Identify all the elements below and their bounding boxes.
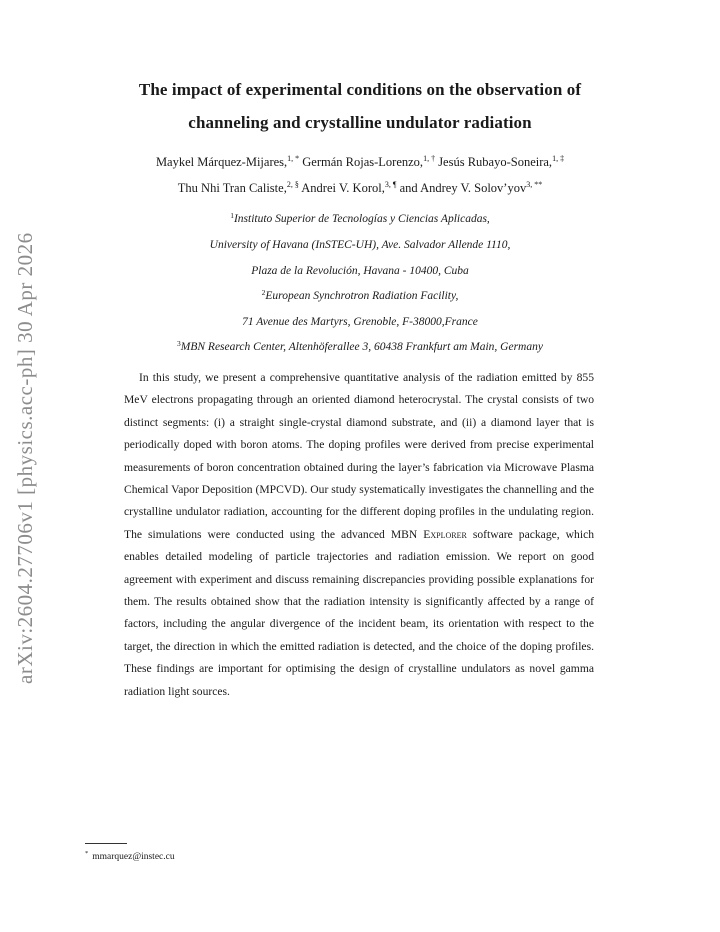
paper-title-line-2: channeling and crystalline undulator radiation bbox=[188, 113, 532, 132]
abstract-paragraph bbox=[124, 367, 594, 703]
abstract-text-part-1: In this study, we present a comprehensive quantitative analysis of the radiation emitted by 855 MeV electrons propagating through an oriented diamond heterocrystal. The crystal consists of two distinct segments: (i) a straight single-crystal diamond substrate, and (ii) a diamond layer that is periodically doped with boron atoms. The doping profiles were derived from precise experimental measurements of boron concentration obtained during the layer’s fabrication via Microwave Plasma Chemical Vapor Deposition (MPCVD). Our study systematically investigates the channelling and the crystalline undulator radiation, accounting for the different doping profiles in the undulating region. The simulations were conducted using the advanced MBN bbox=[124, 371, 594, 541]
author-mark: 2, § bbox=[286, 180, 299, 189]
affiliation-mark: 2 bbox=[261, 288, 266, 297]
affiliation-line: Plaza de la Revolución, Havana - 10400, Cuba bbox=[251, 265, 469, 277]
affiliation-line: 71 Avenue des Martyrs, Grenoble, F-38000,France bbox=[242, 316, 478, 328]
abstract-text-part-2: software package, which enables detailed modeling of particle trajectories and radiation emission. We report on good agreement with experiment and discuss remaining discrepancies providing possible explanations for them. The results obtained show that the radiation intensity is significantly affected by a range of factors, including the angular divergence of the incident beam, its orientation with respect to the target, the direction in which the emitted radiation is detected, and the choice of the doping profiles. These findings are important for optimising the design of crystalline undulators as novel gamma radiation light sources. bbox=[124, 527, 595, 698]
affiliation-mark: 3 bbox=[177, 339, 181, 348]
author-list-line-2 bbox=[60, 180, 660, 196]
software-name: Explorer bbox=[423, 527, 467, 541]
footnote-divider bbox=[85, 843, 127, 844]
author-name: Jesús Rubayo-Soneira, bbox=[438, 155, 553, 169]
affiliation-line: $^2$European Synchrotron Radiation Facility, bbox=[261, 288, 459, 302]
footnote-email bbox=[85, 850, 175, 862]
author-mark: 3, ** bbox=[526, 180, 543, 189]
author-mark: 1, ‡ bbox=[552, 154, 565, 163]
author-name: and Andrey V. Solov’yov bbox=[399, 181, 527, 195]
author-mark: 3, ¶ bbox=[384, 180, 397, 189]
footnote-mark: * bbox=[85, 850, 89, 857]
author-name: Andrei V. Korol, bbox=[301, 181, 385, 195]
arxiv-identifier-stamp: arXiv:2604.27706v1 [physics.acc-ph] 30 Apr 2026 bbox=[13, 232, 37, 684]
paper-title-line-1: The impact of experimental conditions on the observation of bbox=[138, 80, 582, 99]
affiliation-line: $^3$MBN Research Center, Altenhöferallee 3, 60438 Frankfurt am Main, Germany bbox=[177, 339, 543, 353]
author-mark: 1, * bbox=[287, 154, 300, 163]
author-name: Germán Rojas-Lorenzo, bbox=[302, 155, 424, 169]
author-name: Thu Nhi Tran Caliste, bbox=[177, 181, 287, 195]
footnote-text: mmarquez@instec.cu bbox=[92, 852, 175, 862]
affiliation-line: $^1$Instituto Superior de Tecnologías y Ciencias Aplicadas, bbox=[230, 211, 490, 225]
affiliation-line: University of Havana (InSTEC-UH), Ave. Salvador Allende 1110, bbox=[209, 239, 511, 251]
affiliation-mark: 1 bbox=[230, 211, 234, 220]
author-mark: 1, † bbox=[423, 154, 436, 163]
author-name: Maykel Márquez-Mijares, bbox=[155, 155, 288, 169]
author-list-line-1 bbox=[60, 154, 660, 170]
